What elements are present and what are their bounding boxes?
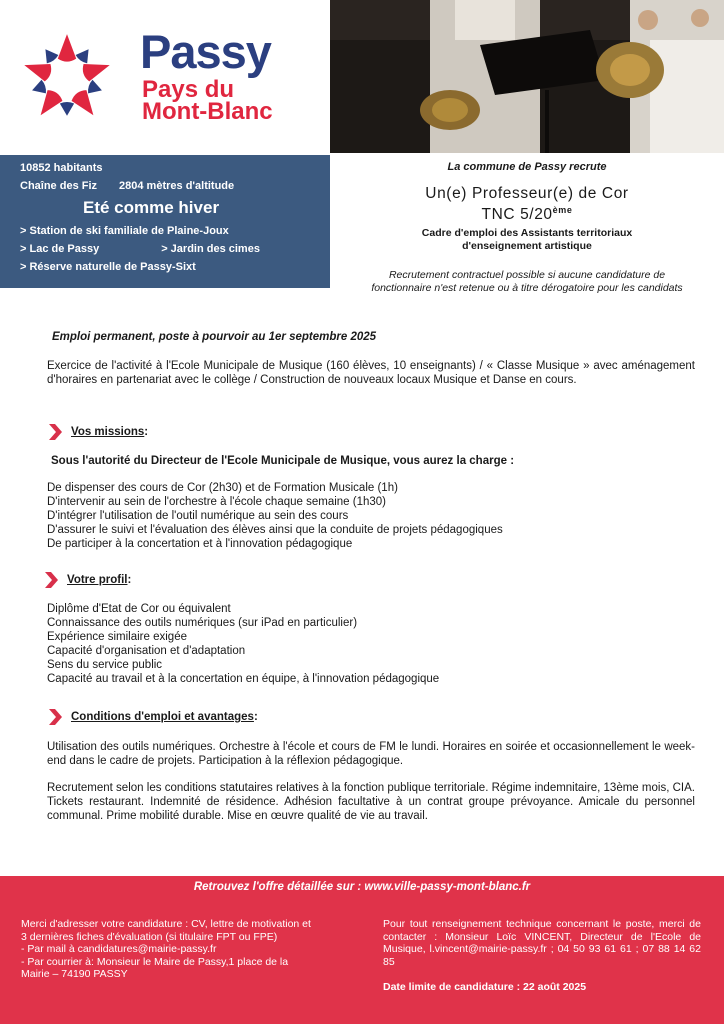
- profil-heading: [43, 571, 131, 589]
- logo-subtitle: [142, 76, 273, 125]
- conditions-title: Conditions d'emploi et avantages: [71, 711, 254, 723]
- footer-line: Merci d'adresser votre candidature : CV, lettre de motivation et: [21, 918, 311, 930]
- job-title-sup: ème: [552, 205, 573, 215]
- job-title-line2: [340, 202, 714, 223]
- job-title-line1: Un(e) Professeur(e) de Cor: [425, 185, 629, 202]
- list-item: D'intervenir au sein de l'orchestre à l'école chaque semaine (1h30): [47, 496, 386, 508]
- list-item: De participer à la concertation et à l'innovation pédagogique: [47, 538, 353, 550]
- list-item: Sens du service public: [47, 659, 163, 671]
- chain-name: Chaîne des Fiz: [20, 180, 98, 192]
- recruitment-note: [340, 269, 714, 295]
- info-item: > Réserve naturelle de Passy-Sixt: [20, 261, 196, 273]
- cadre-line1: Cadre d'emploi des Assistants territoriaux: [421, 227, 633, 240]
- profil-title: Votre profil: [67, 574, 128, 586]
- conditions-paragraph-1: Utilisation des outils numériques. Orchestre à l'école et cours de FM le lundi. Horaires en soirée et occasionnellement le week-end dans le cadre de projets. Participation à la réflexion pédagogique.: [47, 741, 695, 767]
- info-item-row: [20, 240, 330, 258]
- contact-info: Pour tout renseignement technique concernant le poste, merci de contacter : Monsieur Loïc VINCENT, Directeur de l'Ecole de Musique, l.vincent@mairie-passy.fr ; 04 50 93 61 61 ; 07 88 14 62 85: [383, 918, 701, 968]
- missions-subheading: Sous l'autorité du Directeur de l'Ecole Municipale de Musique, vous aurez la charge :: [51, 455, 515, 467]
- list-item: Diplôme d'Etat de Cor ou équivalent: [47, 603, 231, 615]
- recruit-intro: La commune de Passy recrute: [447, 161, 607, 173]
- list-item: Capacité au travail et à la concertation en équipe, à l'innovation pédagogique: [47, 673, 440, 685]
- footer-line: 3 dernières fiches d'évaluation (si titulaire FPT ou FPE): [21, 930, 278, 943]
- altitude-line: [20, 177, 330, 195]
- application-instructions: [21, 918, 337, 981]
- inhabitants: 10852 habitants: [20, 162, 103, 174]
- chevron-right-icon: [47, 423, 63, 441]
- missions-colon: :: [144, 426, 149, 438]
- logo-subtitle-line1: Pays du: [142, 76, 235, 103]
- missions-title: Vos missions: [71, 426, 145, 438]
- note-line2: fonctionnaire n'est retenue ou à titre dérogatoire pour les candidats: [371, 282, 683, 295]
- application-deadline: Date limite de candidature : 22 août 2025: [383, 981, 587, 993]
- missions-heading: [47, 423, 148, 441]
- footer-line: Mairie – 74190 PASSY: [21, 968, 128, 980]
- employment-type: Emploi permanent, poste à pourvoir au 1er septembre 2025: [52, 331, 377, 343]
- horn-players-photo: [330, 0, 724, 153]
- conditions-heading: [47, 708, 258, 726]
- job-title-block: [340, 155, 714, 295]
- offer-link[interactable]: Retrouvez l'offre détaillée sur : www.ville-passy-mont-blanc.fr: [193, 881, 531, 893]
- info-item: > Station de ski familiale de Plaine-Joux: [20, 225, 229, 237]
- list-item: Expérience similaire exigée: [47, 631, 187, 643]
- list-item: Capacité d'organisation et d'adaptation: [47, 645, 246, 657]
- list-item: De dispenser des cours de Cor (2h30) et de Formation Musicale (1h): [47, 482, 398, 494]
- job-title: [340, 185, 714, 223]
- tagline: Eté comme hiver: [83, 198, 220, 217]
- missions-list: [47, 481, 503, 551]
- info-item: > Lac de Passy: [20, 243, 100, 255]
- intro-paragraph: Exercice de l'activité à l'Ecole Municipale de Musique (160 élèves, 10 enseignants) / « Classe Musique » avec aménagement d'horaires en partenariat avec le collège / Construction de nouveaux locaux Musique et Danse en cours.: [47, 360, 695, 386]
- chevron-right-icon: [47, 708, 63, 726]
- cadre-emploi: [340, 227, 714, 253]
- chevron-right-icon: [43, 571, 59, 589]
- logo-subtitle-line2: Mont-Blanc: [142, 98, 273, 125]
- footer-email-line[interactable]: - Par mail à candidatures@mairie-passy.fr: [21, 943, 217, 955]
- footer-line: - Par courrier à: Monsieur le Maire de Passy,1 place de la: [21, 955, 289, 968]
- list-item: D'assurer le suivi et l'évaluation des élèves ainsi que la conduite de projets pédagogiques: [47, 524, 503, 536]
- profil-colon: :: [127, 574, 132, 586]
- logo-name: Passy: [140, 25, 271, 78]
- passy-logo-icon: [16, 28, 118, 130]
- cadre-line2: d'enseignement artistique: [462, 240, 592, 253]
- list-item: Connaissance des outils numériques (sur iPad en particulier): [47, 617, 358, 629]
- altitude: 2804 mètres d'altitude: [119, 180, 235, 192]
- profil-list: [47, 602, 439, 686]
- logo: [0, 0, 328, 153]
- job-title-tnc: TNC 5/20: [481, 206, 553, 224]
- footer: [0, 876, 724, 1024]
- info-item: > Jardin des cimes: [161, 243, 260, 255]
- note-line1: Recrutement contractuel possible si aucune candidature de: [388, 269, 666, 282]
- list-item: D'intégrer l'utilisation de l'outil numérique au sein des cours: [47, 510, 349, 522]
- photo-illustration: [330, 0, 724, 153]
- commune-info-box: [0, 155, 330, 288]
- conditions-paragraph-2: Recrutement selon les conditions statutaires relatives à la fonction publique territoriale. Régime indemnitaire, 13ème mois, CIA. Tickets restaurant. Indemnité de résidence. Adhésion facultative à un contrat groupe prévoyance. Amicale du personnel communal. Prime mobilité durable. Mise en œuvre qualité de vie au travail.: [47, 782, 695, 822]
- conditions-colon: :: [253, 711, 258, 723]
